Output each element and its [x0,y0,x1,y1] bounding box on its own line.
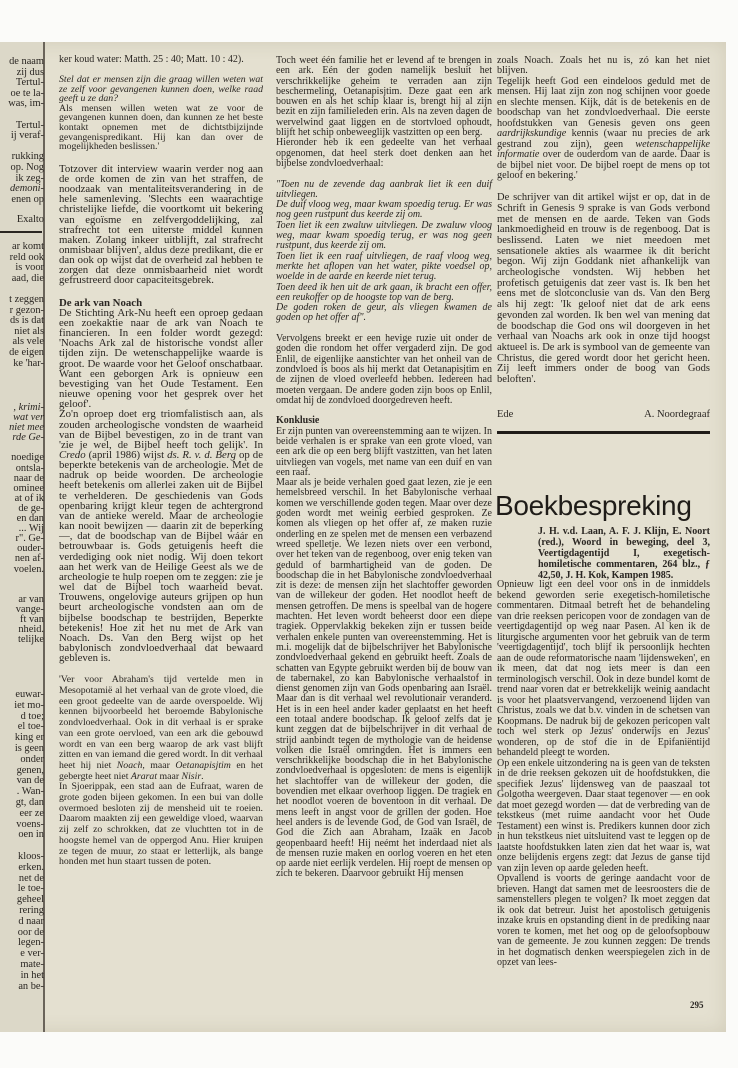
strip-line: in het [20,969,44,981]
emphasis-text: Oetanapisjtim [175,759,231,771]
strip-line: ouder- [17,543,44,555]
paragraph: De goden roken de geur, als vliegen kwamen de goden op het offer af". [276,302,492,324]
strip-line: niet als [14,325,44,337]
text-run: (april 1986) wijst [85,449,168,462]
strip-line: wat ver [13,412,44,424]
paragraph: Toen liet ik een zwaluw uitvliegen. De zwaluw vloog weg, maar kwam spoedig terug, er was nog geen rustpunt, dus keerde zij om. [276,219,492,252]
article-column-2 [276,56,492,880]
strip-line: d toe; [20,710,44,722]
strip-line: gt, dan [15,796,44,808]
strip-line: ds is dat [9,315,44,327]
strip-line: telijke [18,634,44,646]
paragraph [497,77,710,182]
text-run: 'Ver voor Abraham's tijd vertelde men in Mesopotamië al het verhaal van de grote vloed, die een groot gedeelte van de aarde overspoelde. Wij kennen bijvoorbeeld het beroemde Babylonische zondvloedverhaal. Ook in dit verhaal is er sprake van een grote oervloed, van een ark die gebouwd wordt en van een berg waarop de ark vast blijft zitten en van iemand die gered wordt. In dit verhaal heet hij niet [59,674,263,771]
strip-line: ik zeg- [15,172,44,184]
paragraph [59,675,263,782]
strip-line: vange- [15,603,44,615]
strip-line: Tertul- [15,77,44,89]
strip-line: naar de [13,472,44,484]
strip-line: oor de [17,926,44,938]
strip-line: rering [19,904,44,916]
review-book-citation: J. H. v.d. Laan, A. F. J. Klijn, E. Noort (red.), Woord in beweging, deel 3, Veertigdagentijd I, exegetisch-homiletische commentaren, 264 blz., ƒ 42,50, J. H. Kok, Kampen 1985. [538,526,710,581]
paragraph: Als mensen willen weten wat ze voor de gevangenen kunnen doen, dan kunnen ze het beste kontakt opnemen met de dichtstbijzijnde gevangenispredikant. Hij kan dan over de mogelijkheden beslissen.' [59,102,263,153]
strip-line: voens- [16,818,44,830]
strip-line: enen op [11,193,44,205]
strip-line: nen af- [14,553,44,565]
strip-line: king er [14,732,44,744]
strip-line: de eigen [9,346,44,358]
adjacent-page-text [9,242,44,369]
paragraph: "Toen nu de zevende dag aanbrak liet ik een duif uitvliegen. [276,178,492,200]
strip-line: van de [16,775,44,787]
text-run: Zo'n oproep doet erg triomfalistisch aan, als zouden archeologische vondsten de waarheid van de Bijbel bevestigen, zo in de trant van 'zie je wel, de Bijbel heeft toch gelijk'. In [59,408,263,451]
emphasis-text: Noach, [116,759,145,771]
text-run: over de ouderdom van de aarde. Daar is de bijbel niet voor. De bijbel roept de mens op tot geloof en bekering.' [497,149,710,181]
strip-line: ft van [20,613,44,625]
strip-line: rde Ge- [12,432,44,444]
emphasis-text: aardrijkskundige [497,128,567,140]
strip-line: ar komt [11,241,44,252]
paragraph: In Sjoerippak, een stad aan de Eufraat, waren de grote goden bijeen gekomen. In een bui van dolle overmoed besloten zij de mensheid uit te roeien. Daarom maakten zij een geweldige vloed, waarvan zij zelf zo schrokken, dat ze vluchtten tot in de hoogste hemel van de oppergod Anu. Hier kruipen ze tegen de muur, zo staat er letterlijk, als bange honden met hun staart tussen de poten. [59,781,263,868]
emphasis-text: wetenschappelijke informatie [497,138,710,161]
adjacent-page-signature: Exalto [16,214,44,225]
strip-line: ominee [13,482,44,494]
strip-line: ij veraf- [10,130,44,142]
strip-line [8,110,44,121]
strip-line: at of ik [14,492,44,504]
text-run: maar [157,770,182,782]
section-heading: De ark van Noach [59,296,143,309]
strip-line: geheel [16,894,44,906]
signature-author: A. Noordegraaf [644,409,710,420]
strip-line: is voor [15,262,44,274]
text-run: op de beperkte betekenis van de archeologie. Met de nadruk op beide woorden. De archeologie heeft betekenis om allerlei zaken uit de Bijbel te verhelderen. De geschiedenis van Gods openbaring krijgt kleur tegen de achtergrond van de antieke wereld. Maar de archeologie kan nooit bewijzen — daarin zit de beperking —, dat de boodschap van de Bijbel wáár en betrouwbaar is. Gods getuigenis heeft die verdediging ook niet nodig. Wij doen tekort aan het werk van de Heilige Geest als we de archeologie te hulp roepen om te zeggen: zie je wel dat de Bijbel toch waarheid bevat. Trouwens, ongelovige auteurs grijpen op hun beurt archeologische vondsten aan om de bijbelse boodschap te bestrijden, Beperkte betekenis! Hoe zit het nu met de Ark van Noach. Ds. Van den Berg wijst op het babylonisch zondvloedverhaal dat bewaard gebleven is. [59,449,263,665]
text-run: kennis (waar nu precies de ark gestrand zou zijn), geen [497,128,710,150]
paragraph: Maar als je beide verhalen goed gaat lezen, zie je een hemelsbreed verschil. In het Babylonische verhaal komen we verschillende goden tegen. Maar over deze goden wordt met weinig eerbied gesproken. Ze komen als vliegen op het offer af, ze maken ruzie onderling en ze spelen met de mensen een verbazend wreed spelletje. We lezen niets over een verbond, over het teken van de regenboog, over enig teken van geduld of barmhartigheid van de goden. De boodschap die in het Babylonische zondvloedverhaal zit is deze: de mensen zijn het slachtoffer geworden van de willekeur der goden. Het noodlot heeft de mensen getroffen. De mens is speelbal van de hogere machten. Het leven wordt beheerst door een diepe tragiek. Oppervlakkig bekeken zijn er tussen beide verhalen enkele punten van overeenstemming. Het is m.i. mogelijk dat de bijbelschrijver het Babylonische zondvloedverhaal gekend en gebruikt heeft. Zoals de schatten van Egypte gebruikt werden bij de bouw van de tabernakel, zo kan Babylonische verhaalstof in dienst genomen zijn van Gods openbaring aan Israël. Maar dan is dit verhaal wel revolutionair veranderd. Het is in een heel ander kader geplaatst en het heeft een totaal andere boodschap. Ik geloof zelfs dat je kunt zeggen dat de bijbelschrijver in dit verhaal de strijd aanbindt tegen de mythologie van de heidense volken die Israël omringden. Het is immers een verschrikkelijke boodschap die in het Babylonische zondvloedverhaal is opgesloten: de mens is eigenlijk het slachtoffer van de willekeur der goden, die bovendien met elkaar overhoop liggen. De tragiek en het noodlot voeren de boventoon in dit verhaal. De mens leeft in angst voor de grillen der goden. Hoe heel anders is de levende God, de God van Israël, de God die Zich aan Abraham, Izaäk en Jacob geopenbaard heeft! Hij neémt het inderdaad niet als de mensen ruzie maken en oorlog voeren en het eten op aarde niet eerlijk verdelen. Hij roept de mensen op zich te bekeren. Daarvoor gebruikt Hij mensen [276,477,492,880]
strip-line: el toe- [17,721,44,733]
text-run: Tegelijk heeft God een eindeloos geduld met de mensen. Hij laat zijn zon nog schijnen voor goede en slechte mensen. Kijk, dát is de betekenis en de boodschap van het zondvloedverhaal. Die eerste hoofdstukken van Genesis geven ons geen [497,75,710,129]
strip-line: ... Wij [18,523,44,535]
article-end-rule [497,431,710,434]
strip-line: mate- [20,958,44,970]
article-column-3 [497,56,710,386]
strip-line: oen in [18,829,44,841]
strip-line: le toe- [17,883,44,895]
text-run: . [201,770,204,782]
strip-line: e ver- [20,948,44,960]
strip-line: reld ook [9,251,44,263]
text-run: maar [144,759,176,771]
strip-line: onder [20,753,44,765]
emphasis-text: ds. R. v. d. Berg [167,449,237,462]
paragraph: Toch weet één familie het er levend af te brengen in een ark. Eén der goden namelijk besluit het verschrikkelijke geheim te verraden aan zijn beschermeling, Oetanapisjtim. Deze gaat een ark bouwen en als het schip klaar is, brengt hij al zijn bezit en zijn familieleden erin. Als na zeven dagen de wervelwind gaat liggen en de stortvloed ophoudt, blijft het schip onbeweeglijk vastzitten op een berg. [276,55,492,139]
strip-line: r". Ge- [15,533,44,545]
strip-line: is geen [14,742,44,754]
strip-line: niet mee [9,422,44,434]
strip-line: an be- [18,980,44,992]
text-run: en het gebergte heet niet [59,759,263,782]
strip-line: was, im- [8,98,44,110]
strip-line: demoni- [9,183,44,195]
paragraph: De schrijver van dit artikel wijst er op, dat in de Schrift in Genesis 9 sprake is van Gods verbond met de mensen en de aarde. Teken van Gods lankmoedigheid en trouw is de regenboog. Dat is beslissend. Laten we niet meedoen met sensationele akties als waarmee ik dit bericht begon. Wij zijn Goddank niet afhankelijk van archeologische vondsten. Wij hebben het profetisch getuigenis dat zeer vast is. Ik ben het eens met de slotconclusie van ds. Van den Berg als hij zegt: 'Ik geloof niet dat de ark eens gevonden zal worden. Ik ben wel van mening dat de boodschap die God ons wil doorgeven in het verhaal van Noachs ark ook in onze tijd hoogst aktueel is. De ark is symbool van de gemeente van Christus, die gered wordt door het gericht heen. Zij leeft immers onder de boog van Gods beloften'. [497,192,710,385]
strip-line: net de [18,872,44,884]
paragraph: Er zijn punten van overeenstemming aan te wijzen. In beide verhalen is er sprake van een grote vloed, van een ark die op een berg blijft vastzitten, van het laten uitvliegen van vogels, met name van een duif en van een raaf. [276,425,492,478]
strip-line: aad, die [11,272,44,284]
strip-line: als vele [12,336,44,348]
strip-line: genen, [16,764,44,776]
strip-line: ontsla- [15,462,44,474]
paragraph [59,409,263,663]
paragraph: Opvallend is voorts de geringe aandacht voor de brieven. Hangt dat samen met de leesroosters die de samenstellers plegen te volgen? Ik moet zeggen dat ik ook dat betreur. Juist het apostolisch getuigenis inzake kruis en opstanding dient in de prediking naar voren te komen, met het oog op de geloofsopbouw van de gemeente. Je zou kunnen zeggen: De trends in het dogmatisch denken weerspiegelen zich in de opzet van lees- [497,873,710,968]
strip-line: ar van [18,593,44,605]
strip-line: de ge- [18,502,44,514]
article-column-1 [59,55,263,868]
paragraph: Totzover dit interview waarin verder nog aan de orde komen de zin van het straffen, de noodzaak van mentaliteitsverandering in de hele samenleving. 'Slechts een waarachtige christelijke liefde, die voortkomt uit bekering van egoïsme en zelfvergoddelijking, zal strafrecht tot een uiterste middel kunnen maken. Zolang inkeer uitblijft, zal strafrecht onmisbaar blijven', aldus deze predikant, die er dan ook op wijst dat de overheid zal hebben te zorgen dat deze onmisbaarheid niet wordt gefrustreerd door capaciteitsgebrek. [59,162,263,287]
strip-line: Tertul- [15,119,44,131]
strip-line: erken. [18,861,44,873]
strip-line: kloos- [18,850,44,862]
strip-line: euwar- [15,689,44,700]
emphasis-text: Nisir [181,770,202,782]
strip-line: op. Nog [10,161,44,173]
paragraph: Stel dat er mensen zijn die graag willen weten wat ze zelf voor gevangenen kunnen doen, welke raad geeft u ze dan? [59,74,263,105]
article-signature [497,409,710,420]
strip-line: nheid. [18,624,44,636]
adjacent-page-rule [0,231,42,233]
adjacent-page-text [8,57,44,205]
strip-line: legen- [18,937,44,949]
strip-line: voelen. [13,563,44,575]
paragraph: De duif vloog weg, maar kwam spoedig terug. Er was nog geen rustpunt dus keerde zij om. [276,199,492,221]
page-number: 295 [690,1000,704,1010]
paragraph: ker koud water: Matth. 25 : 40; Matt. 10 : 42). [59,54,244,65]
section-heading: Konklusie [276,415,320,427]
strip-line: t zeggen [9,293,44,305]
strip-line: . Wan- [16,786,44,798]
adjacent-page-text [14,690,44,992]
review-section-title: Boekbespreking [495,490,692,521]
paragraph: Op een enkele uitzondering na is geen van de teksten in de drie reeksen gekozen uit de hoofdstukken, die specifiek Jezus' lijdensweg van de paaszaal tot Golgotha weergeven. Daar staat tegenover — en ook dat moet gezegd worden — dat de verbreding van de tekstkeus (met ruime aandacht voor het Oude Testament) een winst is. Predikers kunnen door zich in hun tekstkeus niet uitsluitend vast te leggen op de laatste hoofdstukken laten zien dat het waar is, wat onze belijdenis ergens zegt: dat Jezus de ganse tijd van zijn leven op aarde geleden heeft. [497,757,710,874]
strip-line: ke 'har- [13,357,44,369]
strip-line: zij dus [16,66,44,78]
signature-place: Ede [497,409,514,420]
strip-line: de naam [9,56,44,67]
paragraph: Vervolgens breekt er een hevige ruzie uit onder de goden die rondom het offer vergaderd zijn. De god Enlil, de eigenlijke aanstichter van het onheil van de zondvloed is boos als hij merkt dat Oetanapisjtim en de zijnen de vloed overleefd hebben. Iedereen had moeten vergaan. De andere goden zijn boos op Enlil, omdat hij de zondvloed doorgedreven heeft. [276,333,492,406]
strip-line: d naar [18,915,44,927]
paragraph: Opnieuw ligt een deel voor ons in de inmiddels bekend geworden serie exegetisch-homiletische commentaren. Ditmaal betreft het de behandeling van drie reeksen pericopen voor de zondagen van de veertigdagentijd op weg naar Pasen. Al ken ik de liturgische argumenten voor het gebruik van de term 'veertigdagentijd', toch blijf ik persoonlijk hechten aan de oude reformatorische naam 'lijdensweken', en ik meen, dat dat nog iets meer is dan een terminologisch verschil. Ook in deze bundel komt de trend naar voren dat er betrekkelijk weinig aandacht is voor het plaatsvervangend, verzoenend lijden van Christus, zoals we dat b.v. vinden in de schetsen van Koopmans. De nadruk bij de gekozen pericopen valt toch wel sterk op Jezus' onderwijs en Jezus' wonderen, op de stof die in de Epifaniëntijd behandeld pleegt te worden. [497,579,710,758]
adjacent-page-text [9,403,44,645]
paragraph: Toen deed ik hen uit de ark gaan, ik bracht een offer, een reukoffer op de hoogste top van de berg. [276,281,492,303]
paragraph: Toen liet ik een raaf uitvliegen, de raaf vloog weg, merkte het aflopen van het water, pikte voedsel op, woelde in de aarde en keerde niet terug. [276,250,492,283]
strip-line: eer ze [19,807,44,819]
emphasis-text: Ararat [130,770,158,782]
emphasis-text: Credo [59,449,86,462]
paragraph: Hieronder heb ik een gedeelte van het verhaal opgenomen, dat heel sterk doet denken aan het bijbelse zondvloedverhaal: [276,137,492,169]
review-body [497,580,710,969]
strip-line: r gezon- [9,304,44,316]
strip-line: rukking [11,151,44,163]
strip-line [9,575,44,585]
strip-line: , krimi- [13,402,44,413]
paragraph: zoals Noach. Zoals het nu is, zó kan het niet blijven. [497,55,710,77]
paragraph: De Stichting Ark-Nu heeft een oproep gedaan een zoekaktie naar de ark van Noach te financieren. In een folder wordt gezegd: 'Noachs Ark zal de historische vondst aller tijden zijn. De wetenschappelijke waarde is groot. De waarde voor het Geloof onschatbaar. Want een geborgen Ark is opnieuw een bevestiging van het Oude Testament. Een nieuwe opening voor het gesprek over het geloof'. [59,306,263,411]
strip-line: iet mo- [14,699,44,711]
strip-line: en dan [16,513,44,525]
strip-line: noedige [11,452,44,464]
strip-line: oe te la- [10,87,44,99]
